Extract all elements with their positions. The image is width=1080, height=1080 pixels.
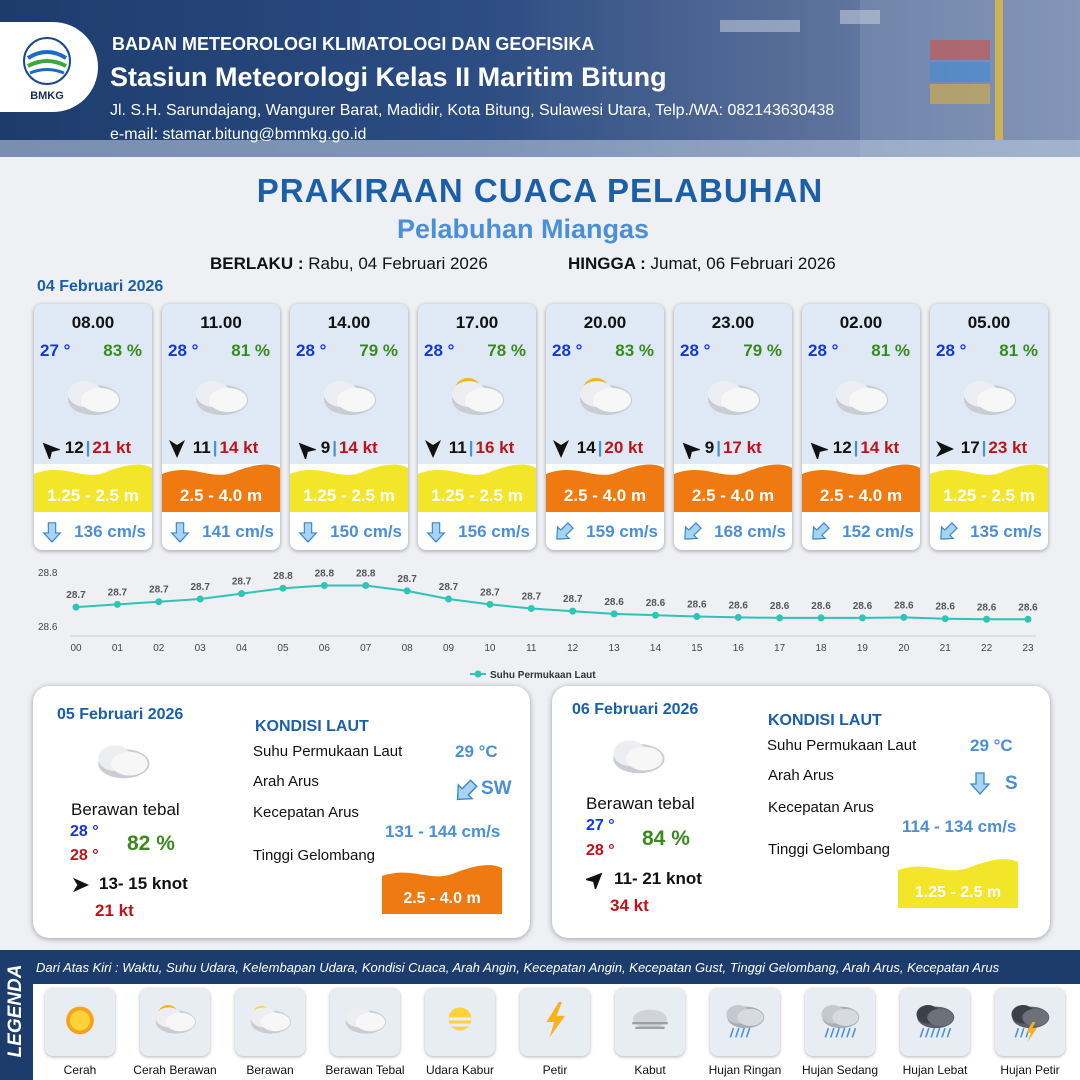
- card-time: 14.00: [327, 313, 371, 332]
- card-current: [802, 516, 920, 548]
- legend-item-label: Hujan Petir: [1000, 1063, 1060, 1077]
- card-temperature: 27 °: [40, 341, 71, 360]
- separator: |: [212, 438, 218, 457]
- day3-current-speed-label: Kecepatan Arus: [768, 799, 874, 816]
- valid-to-label: HINGGA :: [568, 254, 646, 273]
- x-tick-label: 11: [526, 643, 537, 654]
- card-temperature: 28 °: [424, 341, 455, 360]
- day3-current-direction: S: [1005, 773, 1018, 794]
- sst-data-label: 28.6: [811, 600, 831, 612]
- wind-direction-arrow-icon: [294, 438, 316, 457]
- card-wave-height: 1.25 - 2.5 m: [47, 486, 139, 505]
- hujan-petir-icon: [1003, 996, 1057, 1048]
- card-wind-speed: 12: [64, 438, 84, 457]
- sst-data-label: 28.6: [852, 600, 873, 612]
- card-gust: 17 kt: [722, 438, 762, 457]
- sst-data-point: [569, 608, 576, 615]
- card-wave-height: 2.5 - 4.0 m: [179, 486, 263, 505]
- hujan-ringan-icon: [718, 996, 772, 1048]
- day2-kondisi-laut-title: KONDISI LAUT: [255, 718, 369, 735]
- day2-wind-speed: 13- 15 knot: [99, 874, 188, 893]
- kabut-icon: [623, 996, 677, 1048]
- card-humidity: 81 %: [999, 341, 1038, 360]
- x-tick-label: 20: [898, 643, 910, 654]
- legend-item: [425, 988, 495, 1056]
- day2-current-direction-label: Arah Arus: [253, 773, 319, 790]
- day2-current-speed: 131 - 144 cm/s: [385, 822, 501, 841]
- current-direction-arrow-icon: [968, 770, 992, 796]
- berawan-tebal-icon: [826, 370, 896, 422]
- legend-item: [995, 988, 1065, 1056]
- sst-data-point: [528, 605, 535, 612]
- card-wind: [550, 438, 662, 459]
- day3-date: 06 Februari 2026: [572, 701, 699, 718]
- day3-panel: [552, 686, 1050, 938]
- forecast-card: [162, 304, 280, 550]
- berawan-tebal-icon: [698, 370, 768, 422]
- sst-data-point: [859, 614, 866, 621]
- day3-wave-label: Tinggi Gelombang: [768, 841, 891, 858]
- day3-sst-label: Suhu Permukaan Laut: [767, 737, 917, 754]
- card-humidity: 83 %: [615, 341, 654, 360]
- x-tick-label: 00: [70, 643, 82, 654]
- wind-direction-arrow-icon: [550, 438, 572, 457]
- card-current: [34, 516, 152, 548]
- page-title: PRAKIRAAN CUACA PELABUHAN: [256, 172, 824, 209]
- cerah-icon: [53, 996, 107, 1048]
- sst-data-label: 28.7: [231, 576, 252, 588]
- sst-data-label: 28.7: [149, 584, 169, 596]
- day3-wind-speed: 11- 21 knot: [614, 869, 702, 888]
- sst-data-point: [735, 614, 742, 621]
- x-tick-label: 12: [567, 643, 579, 654]
- legend-item: [615, 988, 685, 1056]
- x-tick-label: 15: [691, 643, 703, 654]
- card-gust: 14 kt: [338, 438, 378, 457]
- header-banner: [0, 0, 1080, 157]
- valid-to-value: Jumat, 06 Februari 2026: [650, 254, 836, 273]
- forecast-card: [674, 304, 792, 550]
- day2-sst-label: Suhu Permukaan Laut: [253, 743, 403, 760]
- sst-data-label: 28.6: [894, 600, 914, 612]
- day2-sst-value: 29 °C: [455, 742, 498, 761]
- berawan-tebal-icon: [186, 370, 256, 422]
- separator: |: [597, 438, 603, 457]
- x-tick-label: 02: [153, 643, 165, 654]
- card-temperature: 28 °: [936, 341, 967, 360]
- sst-data-point: [611, 610, 618, 617]
- x-tick-label: 18: [815, 643, 827, 654]
- wind-direction-arrow-icon: [38, 438, 60, 457]
- legend-sidebar: [0, 950, 33, 1080]
- card-gust: 16 kt: [475, 438, 515, 457]
- sst-data-label: 28.7: [521, 591, 542, 603]
- card-humidity: 79 %: [743, 341, 782, 360]
- sst-data-label: 28.7: [480, 587, 500, 599]
- valid-from-value: Rabu, 04 Februari 2026: [308, 254, 488, 273]
- day3-current-direction-label: Arah Arus: [768, 767, 834, 784]
- x-tick-label: 08: [401, 643, 413, 654]
- legend-item-label: Cerah Berawan: [133, 1063, 217, 1077]
- card-current-speed: 150 cm/s: [330, 522, 402, 541]
- x-tick-label: 23: [1022, 643, 1034, 654]
- card-wind-speed: 17: [960, 438, 980, 457]
- berawan-tebal-icon: [91, 736, 155, 784]
- y-tick-label: 28.6: [38, 622, 58, 633]
- x-tick-label: 16: [732, 643, 744, 654]
- sst-data-label: 28.8: [356, 568, 376, 580]
- day2-current-speed-label: Kecepatan Arus: [253, 804, 359, 821]
- sst-data-label: 28.6: [604, 596, 624, 608]
- sst-data-label: 28.6: [728, 600, 748, 612]
- station-email[interactable]: e-mail: stamar.bitung@bmmkg.go.id: [110, 126, 367, 143]
- card-gust: 23 kt: [988, 438, 1028, 457]
- card-temperature: 28 °: [296, 341, 327, 360]
- cerah-berawan-icon: [570, 370, 640, 422]
- card-current: [290, 516, 408, 548]
- legend-item: [805, 988, 875, 1056]
- card-current: [418, 516, 536, 548]
- sst-data-label: 28.7: [397, 573, 417, 585]
- card-wind-speed: 12: [832, 438, 852, 457]
- sst-data-point: [445, 596, 452, 603]
- card-current: [546, 516, 664, 548]
- sst-data-point: [776, 614, 783, 621]
- card-time: 05.00: [967, 313, 1011, 332]
- wind-direction-arrow-icon: [71, 876, 91, 894]
- card-current-speed: 168 cm/s: [714, 522, 786, 541]
- legend-item-label: Udara Kabur: [425, 1063, 495, 1077]
- chart-legend-marker: [475, 671, 482, 678]
- card-current-speed: 152 cm/s: [842, 522, 914, 541]
- current-direction-arrow-icon: [453, 778, 479, 804]
- wind-direction-arrow-icon: [166, 438, 188, 457]
- agency-name: BADAN METEOROLOGI KLIMATOLOGI DAN GEOFISIKA: [112, 34, 595, 54]
- legend-item-label: Petir: [542, 1063, 568, 1077]
- legend-item-label: Hujan Ringan: [708, 1063, 782, 1077]
- sst-data-label: 28.6: [1018, 602, 1038, 614]
- sst-data-point: [983, 616, 990, 623]
- card-humidity: 78 %: [487, 341, 526, 360]
- card-wind: [422, 438, 534, 459]
- card-temperature: 28 °: [552, 341, 583, 360]
- hujan-lebat-icon: [908, 996, 962, 1048]
- x-tick-label: 04: [236, 643, 248, 654]
- sst-data-label: 28.6: [769, 600, 790, 612]
- card-current-speed: 141 cm/s: [202, 522, 274, 541]
- forecast-card: [930, 304, 1048, 550]
- sst-data-point: [238, 590, 245, 597]
- day2-condition: Berawan tebal: [71, 800, 180, 819]
- card-time: 11.00: [200, 313, 242, 332]
- card-gust: 14 kt: [860, 438, 900, 457]
- sst-data-label: 28.6: [935, 601, 955, 613]
- sst-data-point: [114, 601, 121, 608]
- card-current: [162, 516, 280, 548]
- x-tick-label: 13: [608, 643, 620, 654]
- card-humidity: 79 %: [359, 341, 398, 360]
- card-wind-speed: 11: [192, 438, 211, 457]
- sst-data-label: 28.7: [562, 594, 583, 606]
- x-tick-label: 01: [111, 643, 123, 654]
- card-current-speed: 156 cm/s: [458, 522, 530, 541]
- x-tick-label: 14: [649, 643, 662, 654]
- x-tick-label: 21: [939, 643, 951, 654]
- legend-item: [710, 988, 780, 1056]
- sst-data-label: 28.7: [190, 582, 210, 593]
- legend-item-label: Berawan Tebal: [325, 1063, 405, 1077]
- day3-current-speed: 114 - 134 cm/s: [902, 817, 1017, 836]
- day2-wave-height: 2.5 - 4.0 m: [403, 890, 481, 907]
- berawan-tebal-icon: [606, 731, 670, 779]
- card-current-speed: 159 cm/s: [586, 522, 658, 541]
- sst-data-point: [404, 587, 411, 594]
- sst-series-line: [76, 586, 1028, 620]
- berawan-tebal-icon: [338, 996, 392, 1048]
- sst-data-label: 28.7: [107, 587, 128, 599]
- sst-data-point: [652, 612, 659, 619]
- separator: |: [85, 438, 91, 457]
- forecast-card: [418, 304, 536, 550]
- card-wind: [38, 438, 150, 459]
- card-wind-speed: 9: [320, 438, 331, 457]
- legend-item-label: Berawan: [246, 1063, 294, 1077]
- legend: [0, 950, 1080, 1080]
- x-tick-label: 06: [318, 643, 330, 654]
- card-wave-height: 1.25 - 2.5 m: [303, 486, 395, 505]
- separator: |: [853, 438, 859, 457]
- sst-data-point: [900, 614, 907, 621]
- card-wave-height: 2.5 - 4.0 m: [563, 486, 647, 505]
- legend-item: [330, 988, 400, 1056]
- valid-to: [568, 254, 836, 274]
- legend-item: [45, 988, 115, 1056]
- legend-item: [520, 988, 590, 1056]
- card-wind: [806, 438, 918, 459]
- card-wind-speed: 9: [704, 438, 715, 457]
- card-gust: 21 kt: [92, 438, 132, 457]
- berawan-icon: [243, 996, 297, 1048]
- legend-item: [140, 988, 210, 1056]
- day2-humidity: 82 %: [127, 832, 175, 855]
- day2-temp-max: 28 °: [70, 847, 99, 864]
- legend-item: [235, 988, 305, 1056]
- day1-date: 04 Februari 2026: [37, 278, 164, 295]
- berawan-tebal-icon: [954, 370, 1024, 422]
- card-time: 08.00: [71, 313, 115, 332]
- berawan-tebal-icon: [314, 370, 384, 422]
- port-name: Pelabuhan Miangas: [396, 214, 650, 244]
- card-time: 02.00: [839, 313, 883, 332]
- day3-humidity: 84 %: [642, 827, 690, 850]
- day2-panel: [33, 686, 530, 938]
- sst-data-label: 28.6: [976, 602, 997, 614]
- x-tick-label: 03: [194, 643, 206, 654]
- wind-direction-arrow-icon: [934, 438, 956, 457]
- card-wave-height: 1.25 - 2.5 m: [431, 486, 523, 505]
- sst-data-label: 28.6: [687, 599, 707, 611]
- card-current-speed: 136 cm/s: [74, 522, 146, 541]
- sst-data-point: [197, 596, 204, 603]
- sst-data-point: [155, 598, 162, 605]
- x-tick-label: 05: [277, 643, 289, 654]
- day2-current-direction: SW: [481, 778, 512, 799]
- sst-data-point: [942, 615, 949, 622]
- sst-chart: [30, 560, 1050, 685]
- card-humidity: 81 %: [871, 341, 910, 360]
- bmkg-logo: [0, 22, 98, 112]
- x-tick-label: 07: [360, 643, 372, 654]
- day3-wave-height: 1.25 - 2.5 m: [914, 884, 1002, 901]
- sst-data-label: 28.7: [66, 590, 86, 602]
- sst-data-point: [486, 601, 493, 608]
- legend-item-label: Kabut: [634, 1063, 666, 1077]
- sst-data-point: [818, 614, 825, 621]
- x-tick-label: 09: [442, 643, 455, 654]
- chart-legend-label: Suhu Permukaan Laut: [490, 670, 596, 681]
- day2-wave-label: Tinggi Gelombang: [253, 847, 376, 864]
- card-humidity: 81 %: [231, 341, 270, 360]
- card-wind-speed: 14: [576, 438, 596, 457]
- sst-data-label: 28.7: [438, 582, 459, 593]
- card-temperature: 28 °: [808, 341, 839, 360]
- card-wind: [678, 438, 790, 459]
- valid-from: [210, 254, 488, 274]
- card-wind: [934, 438, 1046, 459]
- day3-gust: 34 kt: [610, 896, 649, 915]
- petir-icon: [528, 996, 582, 1048]
- berawan-tebal-icon: [58, 370, 128, 422]
- logo-text: BMKG: [30, 90, 64, 102]
- card-time: 23.00: [711, 313, 755, 332]
- sst-data-label: 28.8: [314, 568, 335, 580]
- card-current: [930, 516, 1048, 548]
- x-tick-label: 17: [774, 643, 786, 654]
- legend-item: [900, 988, 970, 1056]
- wind-direction-arrow-icon: [586, 869, 606, 889]
- card-time: 20.00: [583, 313, 627, 332]
- day3-condition: Berawan tebal: [586, 794, 695, 813]
- wind-direction-arrow-icon: [806, 438, 828, 457]
- card-humidity: 83 %: [103, 341, 142, 360]
- card-time: 17.00: [455, 313, 499, 332]
- forecast-card: [546, 304, 664, 550]
- cerah-berawan-icon: [148, 996, 202, 1048]
- wind-direction-arrow-icon: [678, 438, 700, 457]
- day3-temp-min: 27 °: [586, 817, 615, 834]
- x-tick-label: 10: [484, 643, 496, 654]
- day3-kondisi-laut-title: KONDISI LAUT: [768, 712, 882, 729]
- cerah-berawan-icon: [442, 370, 512, 422]
- card-current-speed: 135 cm/s: [970, 522, 1042, 541]
- forecast-card: [802, 304, 920, 550]
- card-wave-height: 2.5 - 4.0 m: [819, 486, 903, 505]
- udara-kabur-icon: [433, 996, 487, 1048]
- x-tick-label: 19: [856, 643, 868, 654]
- card-wind: [166, 438, 278, 459]
- day2-date: 05 Februari 2026: [57, 706, 184, 723]
- card-wind: [294, 438, 406, 459]
- station-address: Jl. S.H. Sarundajang, Wangurer Barat, Madidir, Kota Bitung, Sulawesi Utara, Telp./WA: 082143630438: [110, 102, 835, 119]
- day3-temp-max: 28 °: [586, 842, 615, 859]
- forecast-card: [34, 304, 152, 550]
- sst-data-point: [321, 582, 328, 589]
- legend-title: LEGENDA: [5, 964, 26, 1058]
- sst-data-point: [693, 613, 700, 620]
- bmkg-logo-icon: [22, 36, 72, 86]
- sst-data-point: [362, 582, 369, 589]
- sst-data-point: [73, 604, 80, 611]
- legend-description: Dari Atas Kiri : Waktu, Suhu Udara, Kelembapan Udara, Kondisi Cuaca, Arah Angin, Kecepatan Angin, Kecepatan Gust, Tinggi Gelombang, Arah Arus, Kecepatan Arus: [36, 960, 1000, 975]
- separator: |: [332, 438, 337, 457]
- legend-item-label: Cerah: [63, 1063, 97, 1077]
- x-tick-label: 22: [981, 643, 993, 654]
- card-gust: 14 kt: [219, 438, 259, 457]
- card-wave-height: 2.5 - 4.0 m: [691, 486, 775, 505]
- sst-data-point: [279, 585, 286, 592]
- legend-item-label: Hujan Lebat: [902, 1063, 968, 1077]
- separator: |: [981, 438, 987, 457]
- legend-item-label: Hujan Sedang: [801, 1063, 879, 1077]
- separator: |: [716, 438, 721, 457]
- hujan-sedang-icon: [813, 996, 867, 1048]
- sst-data-label: 28.8: [273, 571, 293, 583]
- wind-direction-arrow-icon: [422, 438, 444, 457]
- card-temperature: 28 °: [168, 341, 199, 360]
- sst-data-label: 28.6: [645, 598, 666, 610]
- y-tick-label: 28.8: [38, 568, 58, 579]
- valid-from-label: BERLAKU :: [210, 254, 304, 273]
- card-wave-height: 1.25 - 2.5 m: [943, 486, 1035, 505]
- station-name: Stasiun Meteorologi Kelas II Maritim Bitung: [110, 62, 667, 92]
- card-temperature: 28 °: [680, 341, 711, 360]
- card-current: [674, 516, 792, 548]
- day2-temp-min: 28 °: [70, 823, 99, 840]
- forecast-card: [290, 304, 408, 550]
- sst-data-point: [1025, 616, 1032, 623]
- card-wind-speed: 11: [448, 438, 467, 457]
- day3-sst-value: 29 °C: [970, 736, 1013, 755]
- day2-gust: 21 kt: [95, 901, 134, 920]
- separator: |: [468, 438, 474, 457]
- card-gust: 20 kt: [604, 438, 644, 457]
